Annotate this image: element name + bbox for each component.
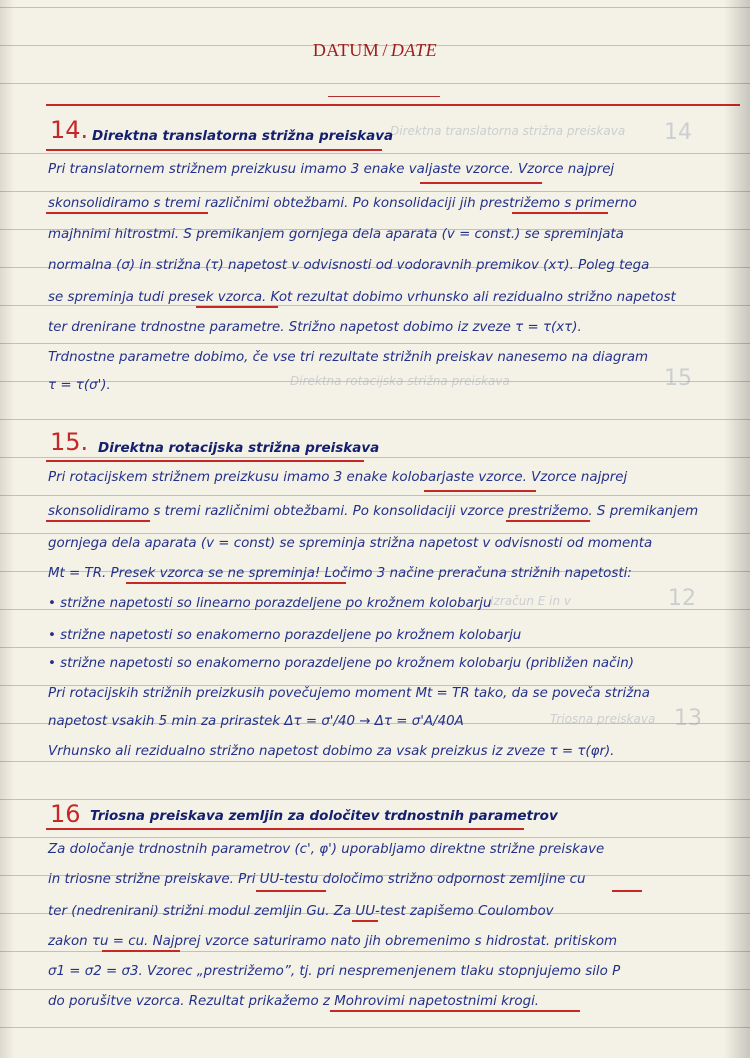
- show-through-number: 15: [664, 366, 692, 391]
- section-title-underline: [46, 828, 524, 830]
- show-through-text: Izračun E in v: [490, 594, 571, 608]
- section-number: 16: [50, 800, 81, 828]
- show-through-text: Triosna preiskava: [550, 712, 656, 726]
- text-line: do porušitve vzorca. Rezultat prikažemo z Mohrovimi napetostnimi krogi.: [48, 994, 540, 1009]
- text-line: Vrhunsko ali rezidualno strižno napetost dobimo za vsak preizkus iz zveze τ = τ(φr).: [48, 744, 615, 759]
- text-line: majhnimi hitrostmi. S premikanjem gornjega dela aparata (v = const.) se spreminjata: [48, 227, 624, 242]
- highlight-underline: [102, 950, 180, 952]
- section-title: Direktna rotacijska strižna preiskava: [98, 440, 380, 456]
- highlight-underline: [46, 212, 208, 214]
- highlight-underline: [506, 520, 590, 522]
- highlight-underline: [46, 520, 150, 522]
- text-line: napetost vsakih 5 min za prirastek Δτ = σ'/40 → Δτ = σ'A/40A: [48, 714, 464, 729]
- text-line: Trdnostne parametre dobimo, če vse tri rezultate strižnih preiskav nanesemo na diagram: [48, 350, 649, 365]
- bullet-item: • strižne napetosti so linearno porazdeljene po krožnem kolobarju: [48, 596, 492, 611]
- date-label: DATUM: [312, 40, 380, 60]
- text-line: Pri rotacijskem strižnem preizkusu imamo 3 enake kolobarjaste vzorce. Vzorce najprej: [48, 470, 628, 485]
- date-fill-line: [328, 96, 440, 97]
- show-through-text: Direktna translatorna strižna preiskava: [390, 124, 626, 138]
- bullet-item: • strižne napetosti so enakomerno porazdeljene po krožnem kolobarju (približen način): [48, 656, 634, 671]
- section-number: 15.: [50, 428, 89, 456]
- highlight-underline: [330, 1010, 580, 1012]
- show-through-number: 13: [674, 706, 702, 731]
- text-line: se spreminja tudi presek vzorca. Kot rezultat dobimo vrhunsko ali rezidualno strižno napetost: [48, 290, 676, 305]
- highlight-underline: [424, 490, 536, 492]
- text-line: skonsolidiramo s tremi različnimi obtežbami. Po konsolidaciji jih prestrižemo s primerno: [48, 196, 637, 211]
- date-slash: /: [382, 40, 388, 60]
- show-through-text: Direktna rotacijska strižna preiskava: [290, 374, 510, 388]
- text-line: gornjega dela aparata (v = const) se spreminja strižna napetost v odvisnosti od momenta: [48, 536, 653, 551]
- highlight-underline: [126, 582, 346, 584]
- date-label-en: DATE: [390, 40, 438, 60]
- highlight-underline: [256, 890, 326, 892]
- highlight-underline: [196, 306, 278, 308]
- text-line: Pri translatornem strižnem preizkusu imamo 3 enake valjaste vzorce. Vzorce najprej: [48, 162, 615, 177]
- date-header: [0, 40, 750, 61]
- text-line: zakon τu = cu. Najprej vzorce saturiramo nato jih obremenimo s hidrostat. pritiskom: [48, 934, 618, 949]
- text-line: ter drenirane trdnostne parametre. Strižno napetost dobimo iz zveze τ = τ(xτ).: [48, 320, 582, 335]
- top-red-rule: [46, 104, 740, 106]
- text-line: σ1 = σ2 = σ3. Vzorec „prestrižemo”, tj. pri nespremenjenem tlaku stopnjujemo silo P: [48, 964, 621, 979]
- section-title-underline: [46, 149, 382, 151]
- section-title: Direktna translatorna strižna preiskava: [92, 128, 394, 144]
- text-line: skonsolidiramo s tremi različnimi obtežbami. Po konsolidaciji vzorce prestrižemo. S premikanjem: [48, 504, 699, 519]
- text-line: in triosne strižne preiskave. Pri UU-testu določimo strižno odpornost zemljine cu: [48, 872, 586, 887]
- text-line: normalna (σ) in strižna (τ) napetost v odvisnosti od vodoravnih premikov (xτ). Poleg tega: [48, 258, 650, 273]
- text-line: Za določanje trdnostnih parametrov (c', φ') uporabljamo direktne strižne preiskave: [48, 842, 605, 857]
- text-line: Pri rotacijskih strižnih preizkusih povečujemo moment Mt = TR tako, da se poveča strižna: [48, 686, 650, 701]
- text-line: Mt = TR. Presek vzorca se ne spreminja! Ločimo 3 načine preračuna strižnih napetosti:: [48, 566, 632, 581]
- highlight-underline: [420, 182, 542, 184]
- highlight-underline: [512, 212, 608, 214]
- show-through-number: 12: [668, 586, 696, 611]
- text-line: τ = τ(σ').: [48, 378, 111, 393]
- show-through-number: 14: [664, 120, 692, 145]
- page-spine-shadow: [0, 0, 14, 1058]
- section-number: 14.: [50, 116, 89, 144]
- highlight-underline: [612, 890, 642, 892]
- section-title-underline: [46, 460, 364, 462]
- section-title: Triosna preiskava zemljin za določitev trdnostnih parametrov: [90, 808, 558, 824]
- bullet-item: • strižne napetosti so enakomerno porazdeljene po krožnem kolobarju: [48, 628, 522, 643]
- highlight-underline: [352, 920, 378, 922]
- text-line: ter (nedrenirani) strižni modul zemljin Gu. Za UU-test zapišemo Coulombov: [48, 904, 554, 919]
